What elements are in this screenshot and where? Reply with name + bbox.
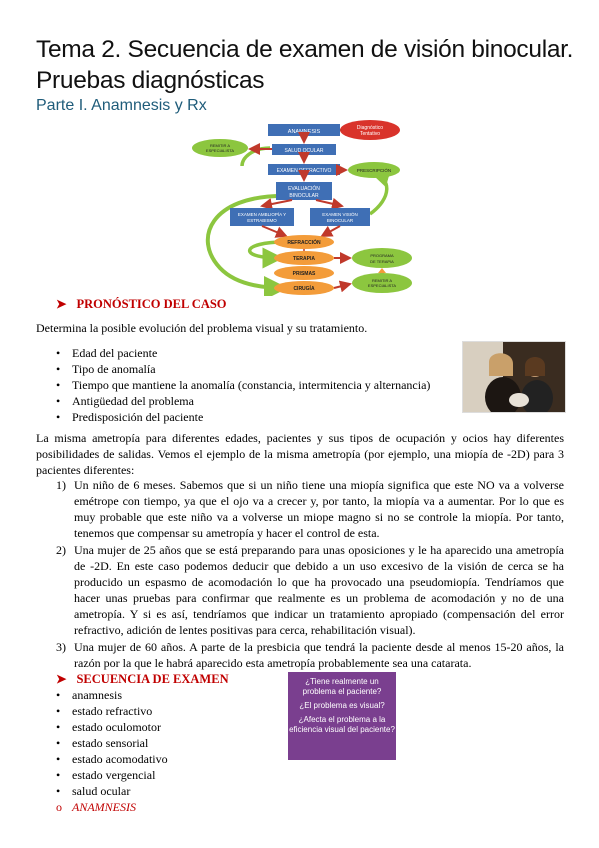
cirugia-label: CIRUGÍA: [293, 286, 315, 292]
programa-oval: [352, 248, 412, 268]
examen-refractivo-label: EXAMEN REFRACTIVO: [276, 168, 332, 174]
secuencia-heading: [56, 671, 229, 687]
vision-binocular-line1: EXAMEN VISIÓN: [322, 212, 358, 217]
question-text: ¿El problema es visual?: [299, 701, 385, 710]
refraccion-label: REFRACCIÓN: [287, 240, 321, 246]
pronostico-heading: [56, 296, 227, 312]
list-item: • Tipo de anomalía: [56, 362, 156, 376]
list-item: 2) Una mujer de 25 años que se está preparando para unas oposiciones y le ha aparecido una ametropía de -2D. En este caso podemos deducir que debido a un uso excesivo de la visión de cerca se ha producido un espasmo de acomodación lo que ha provocado una pseudomiopía. Tendríamos que hacer unas pruebas para confirmar que realmente es un problema de acomodación y no de una ametropía. Y si es así, tendríamos que indicar un tratamiento apropiado (compensación del error refractivo, adición de lentes positivas para cerca, rehabilitación visual).: [56, 543, 564, 637]
anamnesis-label: ANAMNESIS: [287, 129, 321, 135]
list-item: • anamnesis: [56, 688, 122, 702]
list-item: • Tiempo que mantiene la anomalía (constancia, intermitencia y alternancia): [56, 378, 431, 392]
remitir-bottom-line2: ESPECIALISTA: [367, 283, 397, 288]
anamnesis-questions-box: [288, 672, 396, 760]
ambliopia-line2: ESTRABISMO: [247, 218, 277, 223]
list-item: 3) Una mujer de 60 años. A parte de la presbicia que tendrá la paciente desde al menos 15-20 años, la razón por la que le habrá aparecido esta ametropía probablemente sea una catarata.: [56, 640, 564, 670]
list-item: • salud ocular: [56, 784, 131, 798]
arrow-bullet-icon: ➤: [56, 297, 67, 311]
list-item: • estado oculomotor: [56, 720, 161, 734]
remitir-bottom-line1: REMITIR A: [371, 278, 393, 283]
list-item: • estado vergencial: [56, 768, 156, 782]
question-text: ¿Afecta el problema a la eficiencia visual del paciente?: [289, 715, 395, 734]
prescripcion-label: PRESCRIPCIÓN: [356, 168, 392, 173]
list-item: • Edad del paciente: [56, 346, 158, 360]
cases-list: [36, 477, 564, 672]
secuencia-list: [56, 687, 256, 815]
list-item: o ANAMNESIS: [56, 800, 136, 814]
remitir-top-line2: ESPECIALISTA: [205, 148, 235, 153]
list-item: • estado refractivo: [56, 704, 153, 718]
ambliopia-line1: EXAMEN AMBLIOPÍA Y: [237, 212, 287, 217]
exam-flow-diagram: [192, 118, 418, 296]
salud-ocular-label: SALUD OCULAR: [284, 148, 324, 154]
ametropia-paragraph: La misma ametropía para diferentes edades, pacientes y sus tipos de ocupación y ocios hay diferentes posibilidades de salidas. Vemos el ejemplo de la misma ametropía (por ejemplo, una miopía de -2D) para 3 pacientes diferentes:: [36, 431, 564, 477]
page-title: Tema 2. Secuencia de examen de visión binocular. Pruebas diagnósticas: [36, 36, 574, 94]
patients-photo: [462, 341, 566, 413]
list-item: • estado sensorial: [56, 736, 149, 750]
evaluacion-line2: BINOCULAR: [289, 193, 319, 199]
list-item: • Predisposición del paciente: [56, 410, 204, 424]
list-item: 1) Un niño de 6 meses. Sabemos que si un niño tiene una miopía significa que este NO va a volverse emétrope con tiempo, ya que el ojo va a crecer y, por tanto, la miopía va a aumentar. Por lo que es muy probable que este niño va a volverse un miope magno si no se controle la miopía. Por tanto, tenemos que compensar su ametropía y hacer el control de esta.: [56, 478, 564, 540]
list-item: • Antigüedad del problema: [56, 394, 194, 408]
programa-line2: DE TERAPIA: [370, 259, 394, 264]
page-subtitle: Parte I. Anamnesis y Rx: [36, 97, 207, 114]
programa-line1: PROGRAMA: [370, 253, 394, 258]
pronostico-intro: Determina la posible evolución del problema visual y su tratamiento.: [36, 321, 368, 335]
arrow-bullet-icon: ➤: [56, 672, 67, 686]
ambliopia-box: [230, 208, 294, 226]
evaluacion-line1: EVALUACIÓN: [288, 186, 320, 192]
terapia-label: TERAPIA: [293, 256, 315, 262]
vision-binocular-box: [310, 208, 370, 226]
remitir-top-line1: REMITIR A: [209, 143, 231, 148]
list-item: • estado acomodativo: [56, 752, 168, 766]
pronostico-heading-text: PRONÓSTICO DEL CASO: [76, 297, 227, 311]
question-text: ¿Tiene realmente un problema el paciente?: [302, 677, 382, 696]
pronostico-bullet-list: [56, 345, 456, 425]
secuencia-heading-text: SECUENCIA DE EXAMEN: [76, 672, 229, 686]
diagnostico-line2: Tentativo: [359, 131, 381, 137]
vision-binocular-line2: BINOCULAR: [326, 218, 354, 223]
prismas-label: PRISMAS: [292, 271, 316, 277]
diagnostico-line1: Diagnóstico: [356, 125, 384, 131]
